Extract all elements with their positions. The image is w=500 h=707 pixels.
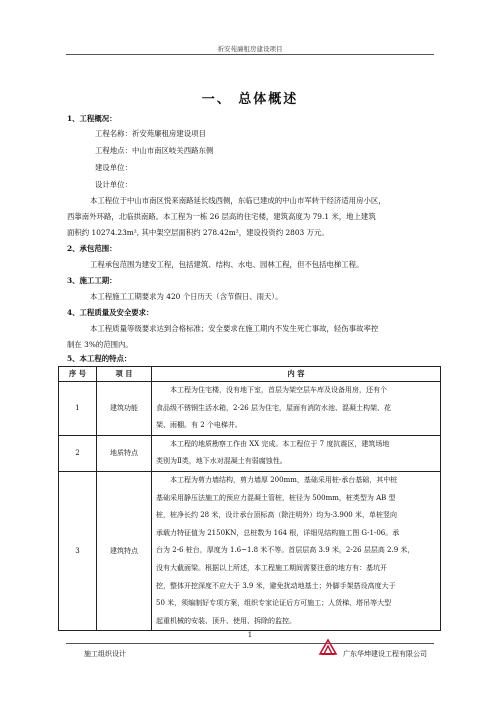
row-content xyxy=(152,382,441,436)
col-header-no: 序 号 xyxy=(59,367,97,382)
content-line: 本工程的地质勘察工作由 XX 完成。本工程位于 7 度抗震区，建筑场地 xyxy=(170,439,390,448)
col-header-item: 项 目 xyxy=(97,367,152,382)
quality-line: 制在 3%的范围内。 xyxy=(67,340,133,349)
row-number: 3 xyxy=(59,471,97,630)
features-table xyxy=(58,366,441,631)
row-content xyxy=(152,471,441,630)
section-3-heading: 3、施工工期： xyxy=(67,276,117,285)
content-line: 桩，桩净长约 28 米，设计承台顶标高（除注明外）均为-3.900 米，单桩竖向 xyxy=(156,511,397,520)
row-number: 2 xyxy=(59,435,97,471)
section-5-heading: 5、本工程的特点： xyxy=(67,354,132,363)
footer-company-name: 广东华坤建设工程有限公司 xyxy=(343,650,427,658)
content-line: 承载力特征值为 2150KN，总桩数为 164 根，详细见结构施工图 G-1-06。承 xyxy=(156,528,400,537)
content-line: 类别为Ⅱ类，地下水对混凝土有弱腐蚀性。 xyxy=(156,457,287,466)
footer-left-text: 施工组织设计 xyxy=(84,650,126,658)
content-line: 台为 2-6 桩台，厚度为 1.6~1.8 米不等。首层层高 3.9 米，2-26 层层高 2.9 米， xyxy=(156,546,415,555)
header-rule xyxy=(66,54,434,55)
quality-line: 本工程质量等级要求达到合格标准；安全要求在施工期内不发生死亡事故，轻伤事故率控 xyxy=(90,324,379,333)
table-header-row xyxy=(59,367,441,382)
content-line: 没有大截面梁。根据以上所述，本工程施工期间需要注意的地方有：基坑开 xyxy=(156,563,387,572)
content-line: 50 米，须编制好专项方案，组织专家论证后方可施工；人货梯、塔吊等大型 xyxy=(156,599,392,608)
running-header: 祈安苑廉租房建设项目 xyxy=(217,45,283,53)
section-1-heading: 1、工程概况： xyxy=(67,114,117,123)
desc-line: 西靠南外环路，北临拱南路。本工程为一栋 26 层高的住宅楼，建筑高度为 79.1 米，地上建筑 xyxy=(67,212,376,221)
company-logo xyxy=(318,638,338,656)
section-4-heading: 4、工程质量及安全要求： xyxy=(67,308,154,317)
content-line: 食品级不锈钢生活水箱，2-26 层为住宅，屋面有消防水池、混凝土构架、花 xyxy=(156,403,391,412)
table-row xyxy=(59,435,441,471)
period-text: 本工程施工工期要求为 420 个日历天（含节假日、雨天）。 xyxy=(90,292,283,301)
content-line: 基础采用静压法施工的预应力混凝土管桩，桩径为 500mm，桩类型为 AB 型 xyxy=(156,493,396,502)
section-2-heading: 2、承包范围： xyxy=(67,244,117,253)
page-number: 1 xyxy=(247,631,253,639)
project-name: 工程名称：祈安苑廉租房建设项目 xyxy=(95,129,206,138)
desc-line: 本工程位于中山市南区悦来南路延长线西侧，东临已建成的中山市军转干经济适用房小区， xyxy=(90,196,386,205)
project-location: 工程地点：中山市南区岐关西路东侧 xyxy=(95,146,214,155)
content-line: 本工程为住宅楼，没有地下室，首层为架空层车库及设备用房，还有个 xyxy=(170,386,387,394)
doc-title: 一、 总体概述 xyxy=(201,92,299,107)
table-row xyxy=(59,471,441,630)
row-number: 1 xyxy=(59,382,97,436)
row-item: 建筑特点 xyxy=(97,471,152,630)
row-content xyxy=(152,435,441,471)
content-line: 本工程为剪力墙结构，剪力墙厚 200mm，基础采用桩-承台基础，其中桩 xyxy=(170,475,398,484)
footer-rule xyxy=(66,643,434,644)
col-header-content: 内 容 xyxy=(152,367,441,382)
scope-text: 工程承包范围为建安工程，包括建筑、结构、水电、园林工程，但不包括电梯工程。 xyxy=(90,260,364,269)
content-line: 挖，整体开挖深度不应大于 3.9 米，避免扰动地基土；外脚手架搭设高度大于 xyxy=(156,581,396,590)
content-line: 架、雨棚。有 2 个电梯井。 xyxy=(156,421,242,430)
table-row xyxy=(59,382,441,436)
builder: 建设单位： xyxy=(95,163,132,172)
row-item: 地质特点 xyxy=(97,435,152,471)
designer: 设计单位： xyxy=(95,180,132,189)
row-item: 建筑功能 xyxy=(97,382,152,436)
content-line: 起重机械的安装、顶升、使用、拆除的监控。 xyxy=(156,616,296,625)
desc-line: 面积约 10274.23m², 其中架空层面积约 278.42m²，建设投资约 2803 万元。 xyxy=(67,228,329,237)
